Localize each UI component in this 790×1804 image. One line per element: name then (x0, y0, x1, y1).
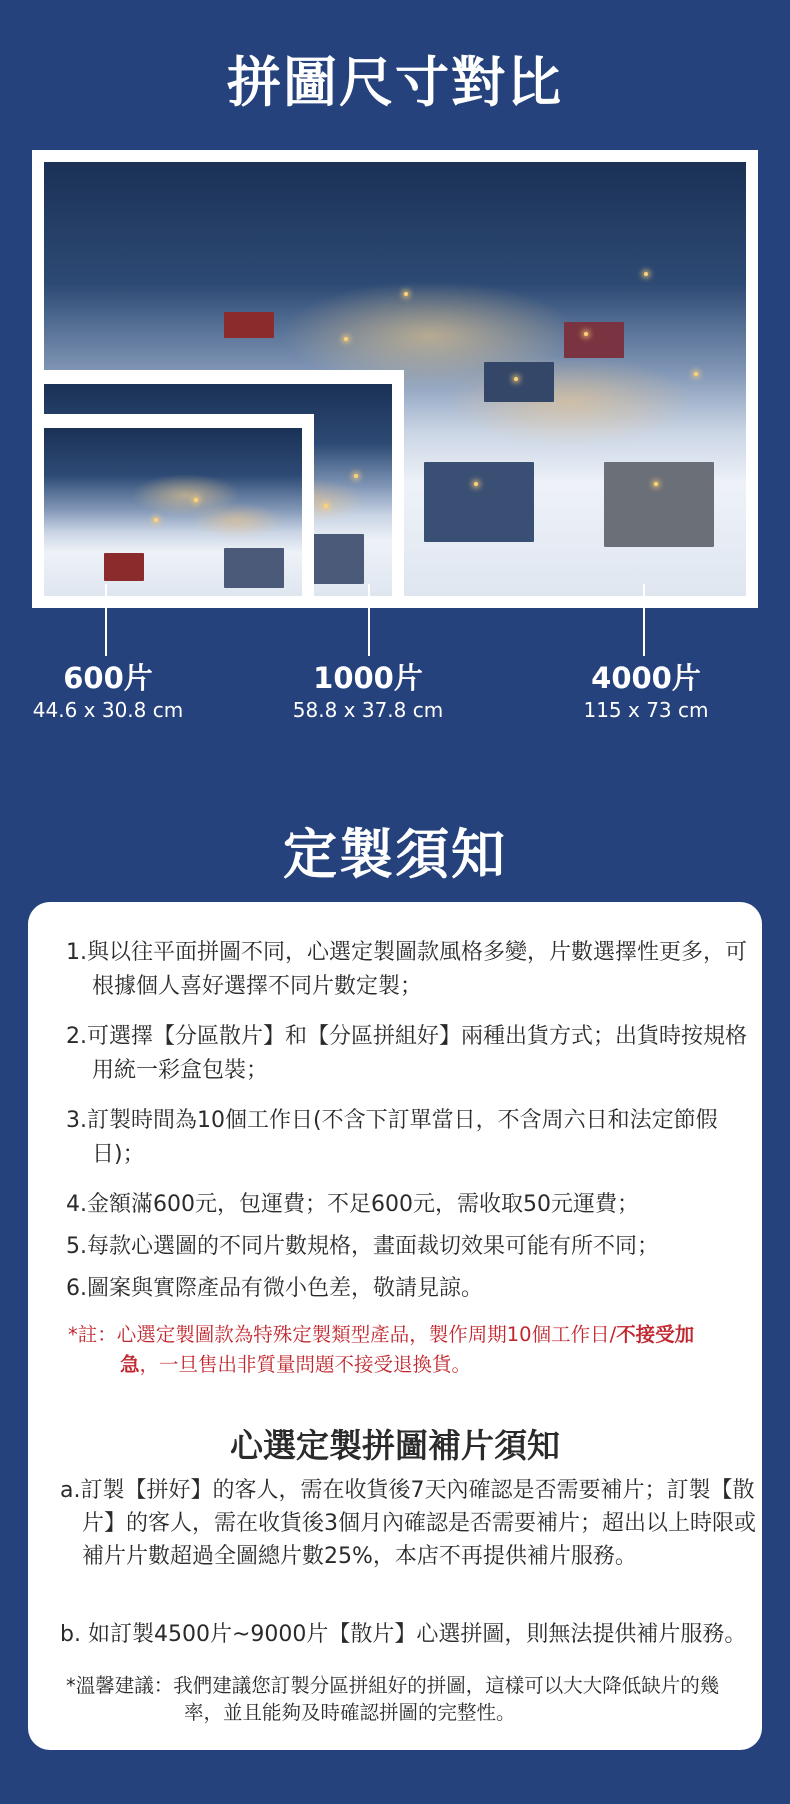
note-emphasis: 不接受加急 (120, 1323, 695, 1376)
note-text: ，一旦售出非質量問題不接受退換貨。 (139, 1353, 472, 1376)
window-light (404, 292, 408, 296)
window-light (584, 332, 588, 336)
size-comparison-title: 拼圖尺寸對比 (227, 51, 563, 114)
rule-item: 2.可選擇【分區散片】和【分區拼組好】兩種出貨方式；出貨時按規格用統一彩盒包裝； (66, 1024, 747, 1083)
window-light (354, 474, 358, 478)
puzzle-dimension: 58.8 x 37.8 cm (292, 698, 444, 722)
window-light (694, 372, 698, 376)
size-label-1000 (258, 660, 478, 724)
pointer-line-4000 (643, 584, 645, 656)
window-light (514, 377, 518, 381)
supplement-title: 心選定製拼圖補片須知 (230, 1426, 560, 1465)
window-light (194, 498, 198, 502)
window-light (654, 482, 658, 486)
custom-notice-title: 定製須知 (283, 823, 507, 886)
notice-card (28, 902, 762, 1750)
rule-item: 6.圖案與實際產品有微小色差，敬請見諒。 (66, 1276, 483, 1301)
puzzle-dimension: 115 x 73 cm (583, 698, 709, 722)
window-light (474, 482, 478, 486)
size-label-4000 (536, 660, 756, 724)
note-text: *註：心選定製圖款為特殊定製類型產品，製作周期10個工作日/ (68, 1323, 617, 1346)
pointer-line-1000 (368, 584, 370, 656)
warm-tip: *溫馨建議：我們建議您訂製分區拼組好的拼圖，這樣可以大大降低缺片的幾率，並且能夠及時確認拼圖的完整性。 (66, 1674, 720, 1724)
pointer-line-600 (105, 584, 107, 656)
piece-count: 600片 (63, 661, 153, 695)
rule-item: 3.訂製時間為10個工作日(不含下訂單當日，不含周六日和法定節假日)； (66, 1108, 718, 1167)
window-light (154, 518, 158, 522)
puzzle-dimension: 44.6 x 30.8 cm (32, 698, 184, 722)
piece-count: 4000片 (591, 661, 701, 695)
puzzle-frame-600 (32, 414, 314, 608)
rule-item: 4.金額滿600元，包運費；不足600元，需收取50元運費； (66, 1192, 639, 1217)
size-label-600 (0, 660, 218, 724)
piece-count: 1000片 (313, 661, 423, 695)
rule-item: 5.每款心選圖的不同片數規格，畫面裁切效果可能有所不同； (66, 1234, 659, 1259)
house-shape (564, 322, 624, 358)
house-shape (224, 312, 274, 338)
house-shape (224, 548, 284, 588)
window-light (344, 337, 348, 341)
window-light (644, 272, 648, 276)
house-shape (604, 462, 714, 547)
supplement-item-b: b. 如訂製4500片~9000片【散片】心選拼圖，則無法提供補片服務。 (60, 1622, 747, 1647)
supplement-item-a: a.訂製【拼好】的客人，需在收貨後7天內確認是否需要補片；訂製【散片】的客人，需在收貨後3個月內確認是否需要補片；超出以上時限或補片片數超過全圖總片數25%，本店不再提供補片服務。 (60, 1478, 756, 1569)
house-shape (484, 362, 554, 402)
puzzle-photo-600 (44, 428, 302, 596)
special-note (68, 1320, 708, 1380)
rule-item: 1.與以往平面拼圖不同，心選定製圖款風格多變，片數選擇性更多，可根據個人喜好選擇不同片數定製； (66, 940, 747, 999)
window-light (324, 504, 328, 508)
house-shape (424, 462, 534, 542)
house-shape (104, 553, 144, 581)
